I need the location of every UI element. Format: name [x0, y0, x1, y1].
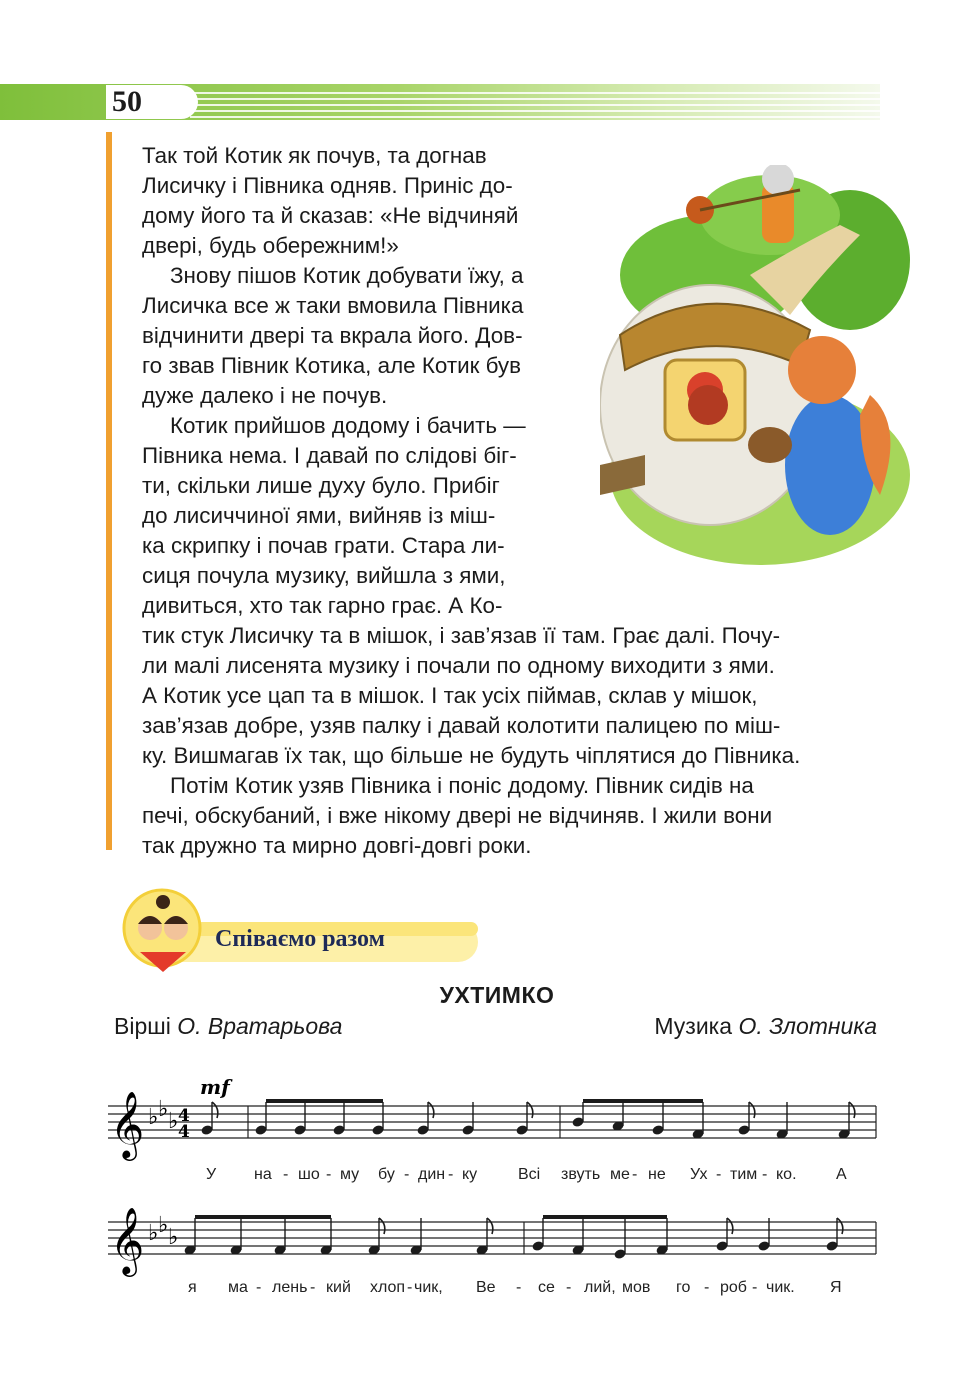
- story-line: Котик прийшов додому і бачить —: [170, 413, 526, 438]
- lyric-syllable: тим: [730, 1166, 758, 1183]
- page-number: 50: [112, 85, 142, 118]
- story-text: [142, 141, 880, 861]
- lyric-syllable: на: [254, 1166, 272, 1183]
- lyric-syllable: роб: [720, 1279, 747, 1296]
- story-line: ти, скільки лише духу було. Прибіг: [142, 473, 500, 498]
- lyric-syllable: бу: [378, 1166, 395, 1183]
- note-flag: [849, 1102, 855, 1118]
- note-flag: [487, 1218, 493, 1234]
- margin-accent-bar: [106, 132, 112, 850]
- staff-lines: [108, 1106, 876, 1138]
- song-title-text: УХТИМКО: [439, 982, 555, 1008]
- section-title: Співаємо разом: [215, 926, 385, 952]
- flat-sign: ♭: [148, 1105, 159, 1130]
- lyric-syllable: А: [836, 1166, 847, 1183]
- time-sig-bottom: 4: [178, 1122, 190, 1142]
- lyric-syllable: Всі: [518, 1166, 541, 1183]
- lyric-syllable: чик.: [766, 1279, 795, 1296]
- flat-sign: ♭: [168, 1109, 179, 1134]
- note-flag: [212, 1102, 218, 1118]
- song-title: [0, 982, 954, 1009]
- story-line: дивиться, хто так гарно грає. А Ко-: [142, 593, 503, 618]
- lyric-syllable: -: [516, 1279, 522, 1296]
- flat-sign: ♭: [168, 1225, 179, 1250]
- story-line: до лисиччиної ями, вийняв із міш-: [142, 503, 496, 528]
- notes-line-1: [200, 1099, 854, 1140]
- lyric-syllable: лий,: [584, 1279, 616, 1296]
- treble-clef: 𝄞: [110, 1090, 145, 1158]
- treble-clef: 𝄞: [110, 1206, 145, 1274]
- lyric-syllable: му: [340, 1166, 360, 1183]
- note-flag: [749, 1102, 755, 1118]
- lyric-syllable: звуть: [561, 1166, 601, 1183]
- note-flag: [727, 1218, 733, 1234]
- lyric-syllable: -: [704, 1279, 710, 1296]
- lyric-syllable: го: [676, 1279, 691, 1296]
- composer-prefix: Музика: [654, 1013, 733, 1039]
- story-line: Знову пішов Котик добувати їжу, а: [170, 263, 524, 288]
- lyric-syllable: ме: [610, 1166, 630, 1183]
- lyricist-name: О. Вратарьова: [177, 1013, 343, 1039]
- flat-sign: ♭: [158, 1097, 169, 1122]
- story-line: ли малі лисенята музику і почали по одному виходити з ями.: [142, 653, 775, 678]
- music-staff-2: [108, 1194, 880, 1284]
- child-top-head: [156, 895, 170, 909]
- lyric-syllable: Я: [830, 1279, 842, 1296]
- lyric-syllable: -: [256, 1279, 262, 1296]
- note-flag: [379, 1218, 385, 1234]
- story-line: Потім Котик узяв Півника і поніс додому. Півник сидів на: [170, 773, 754, 798]
- lyric-syllable: ку: [462, 1166, 478, 1183]
- note-flag: [428, 1102, 434, 1118]
- story-line: відчинити двері та вкрала його. Дов-: [142, 323, 523, 348]
- lyric-syllable: -: [566, 1279, 572, 1296]
- lyric-syllable: не: [648, 1166, 666, 1183]
- lyric-syllable: дин: [418, 1166, 446, 1183]
- lyric-syllable: -: [283, 1166, 289, 1183]
- lyric-syllable: чик,: [414, 1279, 443, 1296]
- note-beam: [543, 1215, 667, 1219]
- story-line: тик стук Лисичку та в мішок, і зав’язав її там. Грає далі. Почу-: [142, 623, 781, 648]
- flat-sign: ♭: [148, 1221, 159, 1246]
- lyric-syllable: хлоп: [370, 1279, 406, 1296]
- time-sig-top: 4: [178, 1106, 190, 1126]
- lyric-syllable: -: [407, 1279, 413, 1296]
- story-line: так дружно та мирно довгі-довгі роки.: [142, 833, 532, 858]
- lyric-syllable: лень: [272, 1279, 308, 1296]
- note-beam: [195, 1215, 331, 1219]
- lyric-syllable: се: [538, 1279, 555, 1296]
- story-line: ку. Вишмагав їх так, що більше не будуть чіплятися до Півника.: [142, 743, 801, 768]
- header-stripes: [190, 88, 880, 118]
- flat-sign: ♭: [158, 1213, 169, 1238]
- story-line: А Котик усе цап та в мішок. І так усіх піймав, склав у мішок,: [142, 683, 758, 708]
- lyric-syllable: шо: [298, 1166, 320, 1183]
- story-line: Півника нема. І давай по слідові біг-: [142, 443, 517, 468]
- lyric-syllable: мов: [622, 1279, 651, 1296]
- lyric-syllable: ма: [228, 1279, 248, 1296]
- story-line: го звав Півник Котика, але Котик був: [142, 353, 522, 378]
- story-line: сиця почула музику, вийшла з ями,: [142, 563, 506, 588]
- lyric-syllable: -: [310, 1279, 316, 1296]
- story-line: дому його та й сказав: «Не відчиняй: [142, 203, 519, 228]
- story-line: Лисичку і Півника одняв. Приніс до-: [142, 173, 513, 198]
- lyric-syllable: я: [188, 1279, 197, 1296]
- lyric-syllable: -: [404, 1166, 410, 1183]
- lyric-syllable: -: [448, 1166, 454, 1183]
- music-staff-1: [108, 1078, 880, 1168]
- story-line: двері, будь обережним!»: [142, 233, 399, 258]
- story-line: зав’язав добре, узяв палку і давай колотити палицею по міш-: [142, 713, 781, 738]
- lyric-syllable: -: [762, 1166, 768, 1183]
- note-flag: [837, 1218, 843, 1234]
- composer-credit: [654, 1013, 877, 1040]
- dynamic-marking: mf: [200, 1078, 230, 1099]
- lyric-syllable: -: [716, 1166, 722, 1183]
- note-beam: [583, 1099, 703, 1103]
- story-line: ка скрипку і почав грати. Стара ли-: [142, 533, 505, 558]
- lyric-syllable: -: [632, 1166, 638, 1183]
- lyric-syllable: Ух: [690, 1166, 708, 1183]
- lyric-syllable: -: [752, 1279, 758, 1296]
- lyricist-prefix: Вірші: [114, 1013, 171, 1039]
- lyric-syllable: Ве: [476, 1279, 496, 1296]
- story-line: Лисичка все ж таки вмовила Півника: [142, 293, 524, 318]
- lyric-syllable: ко.: [776, 1166, 797, 1183]
- lyric-syllable: -: [326, 1166, 332, 1183]
- story-line: дуже далеко і не почув.: [142, 383, 388, 408]
- lyric-syllable: У: [206, 1166, 217, 1183]
- lyricist-credit: [114, 1013, 342, 1040]
- lyric-syllable: кий: [326, 1279, 351, 1296]
- note-flag: [527, 1102, 533, 1118]
- note-beam: [266, 1099, 383, 1103]
- composer-name: О. Злотника: [738, 1013, 877, 1039]
- story-line: печі, обскубаний, і вже нікому двері не відчиняв. І жили вони: [142, 803, 773, 828]
- story-line: Так той Котик як почув, та догнав: [142, 143, 487, 168]
